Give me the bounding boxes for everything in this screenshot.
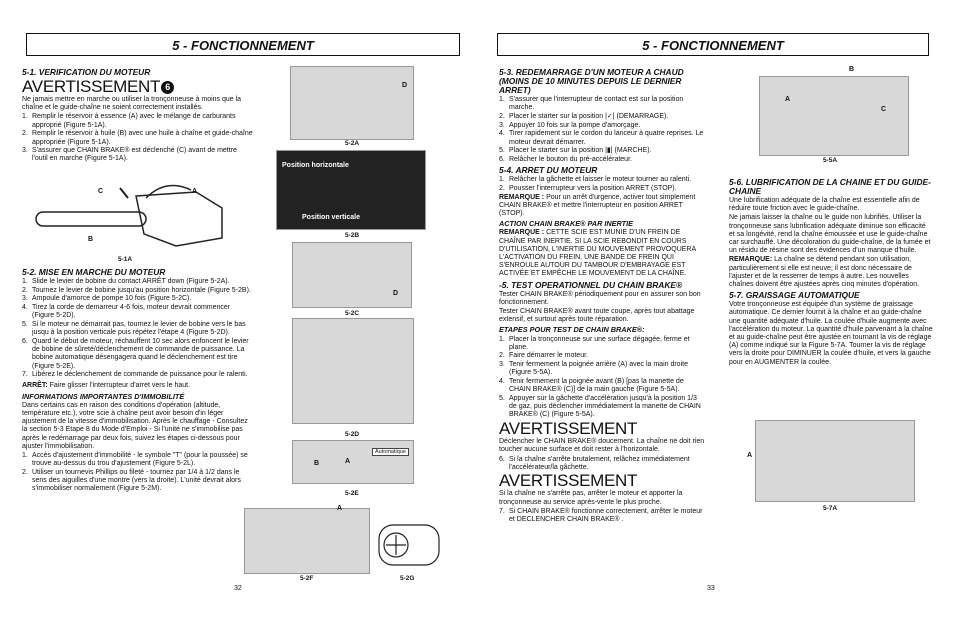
section-title-5-1: 5-1. VERIFICATION DU MOTEUR: [22, 67, 151, 77]
figure-5-7a: [755, 420, 915, 502]
section-title-5-2: 5-2. MISE EN MARCHE DU MOTEUR: [22, 267, 166, 277]
section-title-5-4: 5-4. ARRET DU MOTEUR: [499, 165, 598, 176]
item-number: 2.: [22, 468, 28, 476]
warning-steps: [499, 508, 705, 524]
item-number: 1.: [499, 96, 505, 103]
steps-list-5-1: [22, 113, 254, 163]
overlay-label-vertical: Position verticale: [302, 214, 360, 221]
figure-caption: 5-2A: [345, 140, 360, 147]
item-text: Appuyer 10 fois sur la pompe d'amorçage.: [509, 121, 641, 129]
steps-list-5-4: [499, 176, 705, 193]
item-number: 1.: [22, 113, 28, 121]
figure-caption: 5-5A: [823, 157, 838, 164]
figure-caption: 5-2C: [345, 310, 360, 317]
item-number: 7.: [22, 371, 28, 379]
item-number: 1.: [499, 176, 505, 184]
warning-heading: AVERTISSEMENT: [499, 471, 638, 491]
item-text: Pousser l'interrupteur vers la position ARRET (STOP).: [509, 184, 677, 192]
list-item: [499, 130, 705, 146]
item-text: Libérez le déclenchement de commande de puissance pour le ralenti.: [32, 371, 248, 379]
item-number: 1.: [499, 335, 505, 343]
item-text: Placer la tronçonneuse sur une surface dégagée, ferme et plane.: [509, 335, 690, 351]
callout-letter: B: [314, 460, 320, 467]
info-steps-list: [22, 452, 254, 494]
item-number: 3.: [22, 295, 28, 303]
left-text-column: [22, 66, 254, 164]
list-item: [499, 96, 705, 112]
item-number: 4.: [499, 378, 505, 386]
page-number: 33: [707, 585, 715, 592]
item-number: 2.: [22, 130, 28, 138]
remarque-5-6: [729, 256, 933, 289]
list-item: [499, 176, 705, 184]
warning-heading: [22, 78, 254, 95]
list-item: [499, 352, 705, 360]
item-number: 2.: [499, 352, 505, 360]
list-item: [22, 113, 254, 129]
item-text: Si le moteur ne démarrait pas, tournez le levier de bobine vers le bas jusqu à la position verticale puis répétez l'étape 4 (Figure 5-2D).: [32, 321, 246, 337]
item-number: 2.: [499, 184, 505, 192]
callout-letter: B: [849, 66, 855, 73]
arret-text: Faire glisser l'interrupteur d'arret vers le haut.: [47, 382, 191, 390]
callout-letter: C: [98, 188, 104, 195]
list-item: [22, 469, 254, 494]
figure-caption: 5-7A: [823, 505, 838, 512]
item-number: 5.: [499, 395, 505, 402]
list-item: [499, 361, 705, 377]
lubrification-p2: Ne jamais laisser la chaîne ou le guide non lubrifiés. Utiliser la tronçonneuse sans lubrification adéquate diminue son efficacité et sa longévité, rend la chaîne émoussée et use le guide-chaîne car surchauffé. Une décoloration du guide-chaîne, de la fumée et un résidu de résine sont des évidences d'un manque d'huile.: [729, 214, 931, 255]
item-text: Si la chaîne s'arrête brutalement, relâchez immédiatement l'accélérateur/la gâchette.: [509, 455, 690, 471]
callout-letter: A: [337, 505, 343, 512]
list-item: [22, 287, 254, 295]
test-p2: Tester CHAIN BRAKE® avant toute coupe, après tout abattage extensif, et surtout après toute réparation.: [499, 307, 695, 324]
list-item: [22, 338, 254, 371]
item-text: Tenir fermement la poignée avant (B) [pas la manette de CHAIN BRAKE® (C)] de la main gauche (Figure 5-5A).: [509, 378, 684, 394]
item-text: S'assurer que CHAIN BRAKE® est déclenché (C) avant de mettre l'outil en marche (Figure 5-1A).: [32, 147, 237, 163]
arret-label: ARRÊT:: [22, 382, 48, 390]
section-header: 5 - FONCTIONNEMENT: [26, 33, 460, 56]
item-number: 4.: [22, 304, 28, 312]
list-item: [22, 130, 254, 146]
figure-caption: 5-2F: [300, 575, 314, 582]
action-text: [499, 229, 705, 278]
section-title-5-3: 5-3. REDEMARRAGE D'UN MOTEUR A CHAUD (MOINS DE 10 MINUTES DEPUIS LE DERNIER ARRET): [499, 67, 684, 95]
graissage-text: Votre tronçonneuse est équipée d'un système de graissage automatique. Ce dernier fournit à la chaîne et au guide-chaîne une quantité adéquate d'huile. La coulée d'huile augmente avec l'accélération du moteur. La quantité d'huile parvenant à la chaîne et au guide-chaîne peut être ajustée en tournant la vis de réglage (A) comme indiqué sur la Figure 5-7A. Tourner la vis de réglage vers la droite pour DIMINUER la coulée d'huile, et vers la gauche pour en AUGMENTER la coulée.: [729, 301, 933, 366]
item-number: 3.: [499, 361, 505, 369]
callout-letter: A: [345, 458, 351, 465]
steps-list-5-2: [22, 278, 254, 379]
item-text: Si CHAIN BRAKE® fonctionne correctement, arrêter le moteur et DECLENCHER CHAIN BRAKE® .: [509, 507, 703, 524]
item-text: Tirez la corde de demarreur 4-6 fois, moteur devrait commencer (Figure 5-2D).: [32, 304, 231, 320]
item-number: 3.: [499, 121, 505, 129]
warning-number-badge: 6: [161, 81, 174, 94]
item-number: 6.: [499, 155, 505, 163]
list-item: [22, 147, 254, 163]
item-text: Ampoule d'amorce de pompe 10 fois (Figure 5-2C).: [32, 295, 192, 303]
item-text: Placer le starter sur la position |▮| (MARCHE).: [509, 147, 652, 155]
callout-letter: A: [785, 96, 791, 103]
list-item: [22, 304, 254, 320]
warning-steps: [499, 456, 705, 472]
item-text: Faire démarrer le moteur.: [509, 352, 588, 360]
warning-text: Si la chaîne ne s'arrête pas, arrêter le moteur et apporter la tronçonneuse au service après-vente le plus proche.: [499, 490, 683, 506]
list-item: [499, 113, 705, 121]
list-item: [22, 295, 254, 303]
list-item: [499, 378, 705, 394]
figure-5-5a: [759, 76, 909, 156]
remarque-label: REMARQUE :: [499, 193, 545, 201]
item-number: 6.: [499, 455, 505, 463]
item-number: 2.: [22, 286, 28, 294]
callout-letter: B: [88, 236, 94, 243]
callout-letter: A: [747, 452, 753, 459]
arret-note: [22, 382, 254, 390]
remarque-5-4: [499, 194, 705, 219]
item-number: 3.: [22, 147, 28, 155]
item-text: S'assurer que l'interrupteur de contact est sur la position marche.: [509, 96, 684, 112]
list-item: [499, 122, 705, 130]
action-body: CETTE SCIE EST MUNIE D'UN FREIN DE CHAÎNE PAR INERTIE. SI LA SCIE REBONDIT EN COURS D'UTILISATION, L'INERTIE DU MOUVEMENT PROVOQUERA L'ACTIVATION DU FREIN. UNE BANDE DE FREIN QUI S'ENROULE AUTOUR DU TAMBOUR D'EMBRAYAGE EST ACTIVÉE ET EMPÊCHE LE MOUVEMENT DE LA CHAÎNE.: [499, 229, 696, 278]
list-item: [499, 185, 705, 193]
item-number: 7.: [499, 507, 505, 515]
list-item: [499, 147, 705, 155]
figure-5-2g: [378, 524, 440, 566]
figure-5-2a: [290, 66, 414, 140]
info-title: INFORMATIONS IMPORTANTES D'IMMOBILITÉ: [22, 391, 185, 401]
list-item: [22, 371, 254, 379]
item-number: 5.: [499, 147, 505, 155]
item-number: 4.: [499, 130, 505, 138]
figure-5-2c: [292, 242, 412, 308]
figure-caption: 5-2G: [400, 575, 415, 582]
item-text: Appuyer sur la gâchette d'accélération jusqu'à la position 1/3 de gaz, puis déclencher immédiatement la manette de CHAIN BRAKE® (C) (Figure 5-5A).: [509, 395, 701, 419]
list-item: [499, 156, 705, 164]
callout-letter: A: [192, 188, 198, 195]
remarque-label: REMARQUE :: [499, 229, 545, 237]
item-number: 2.: [499, 112, 505, 120]
figure-caption: 5-1A: [118, 256, 133, 263]
right-text-column-2: [729, 176, 933, 368]
item-text: Tournez le levier de bobine jusqu'au position horizontale (Figure 5-2B).: [32, 286, 251, 294]
item-number: 6.: [22, 337, 28, 345]
auto-badge: Automatique: [372, 448, 409, 456]
section-title-5-7: 5-7. GRAISSAGE AUTOMATIQUE: [729, 290, 860, 301]
figure-5-2e: [292, 440, 414, 484]
etapes-title: ETAPES POUR TEST DE CHAIN BRAKE®:: [499, 325, 645, 335]
steps-list-5-3: [499, 96, 705, 164]
right-text-column-1: [499, 66, 705, 525]
item-number: 5.: [22, 321, 28, 329]
remarque-text: La chaîne se détend pendant son utilisation, particulièrement si elle est neuve; il est donc nécessaire de l'ajuster et de la resserrer de temps à autre. Les nouvelles chaînes doivent être ajustées après cinq minutes d'opération.: [729, 256, 920, 289]
info-text: Dans certains cas en raison des conditions d'opération (altitude, température etc.), votre scie à chaîne peut avoir besoin d'in léger ajustement de la vitesse d'immobilisation. Après le chauffage - Consultez la section 5-3 Etape 8 du Mode d'Emploi - Si l'unité ne s'immobilise pas après le redémarrage par deux fois, suivez les étapes ci-dessous pour ajuster l'immobilisation.: [22, 401, 248, 450]
adjustment-screw-icon: [378, 524, 440, 566]
list-item: [22, 321, 254, 337]
chainsaw-illustration: [26, 178, 236, 258]
list-item: [22, 278, 254, 286]
etapes-list: [499, 336, 705, 420]
remarque-text: Pour un arrêt d'urgence, activer tout simplement CHAIN BRAKE® et mettre l'interrupteur en position ARRET (STOP).: [499, 193, 696, 217]
item-text: Placer le starter sur la position |✓| (DEMARRAGE).: [509, 112, 669, 120]
figure-caption: 5-2D: [345, 431, 360, 438]
figure-5-2d: [292, 318, 414, 424]
list-item: [499, 395, 705, 420]
item-text: Quard le début de moteur, réchauffent 10 sec alors enfoncent le levier de bobine de sûreté/déclenchement de commande de puissance. La bobine automatique désengagera quand le déclenchement est tire (Figure 5-2E).: [32, 337, 249, 370]
section-title-5-6: 5-6. LUBRIFICATION DE LA CHAINE ET DU GUIDE-CHAINE: [729, 177, 931, 196]
intro-text: Ne jamais mettre en marche ou utiliser la tronçonneuse à moins que la chaîne et le guide-chaîne ne soient correctement installés.: [22, 96, 242, 112]
item-text: Tirer rapidement sur le cordon du lanceur à quatre reprises. Le moteur devrait démarrer.: [509, 130, 704, 146]
page-number: 32: [234, 585, 242, 592]
left-text-column-2: [22, 266, 254, 494]
warning-text: Déclencher le CHAIN BRAKE® doucement. La chaîne ne doit rien toucher aucune surface et doit rester à l'horizontale.: [499, 438, 705, 454]
right-page: [477, 0, 954, 618]
list-item: [499, 336, 705, 352]
item-text: Slide le levier de bobine du contact ARRÊT down (Figure 5-2A).: [32, 278, 230, 285]
list-item: [499, 456, 705, 472]
item-text: Accès d'ajustement d'immobilité - le symbole "T" (pour la poussée) se trouve au-dessus du trou d'ajustement (Figure 5-2L).: [32, 452, 248, 468]
figure-caption: 5-2B: [345, 232, 360, 239]
overlay-label-horizontal: Position horizontale: [282, 162, 349, 169]
callout-letter: D: [402, 82, 408, 89]
item-text: Remplir le réservoir à huile (B) avec une huile à chaîne et guide-chaîne appropriée (Figure 5-1A).: [32, 130, 253, 146]
figure-5-2f: [244, 508, 370, 574]
callout-letter: D: [393, 290, 399, 297]
list-item: [22, 452, 254, 468]
item-number: 1.: [22, 278, 28, 285]
item-text: Relâcher la gâchette et laisser le moteur tourner au ralenti.: [509, 176, 692, 184]
warning-word: AVERTISSEMENT: [22, 77, 161, 96]
lubrification-p1: Une lubrification adéquate de la chaîne est essentielle afin de réduire toute friction avec le guide-chaîne.: [729, 197, 920, 213]
action-title: ACTION CHAIN BRAKE® PAR INERTIE: [499, 219, 634, 229]
remarque-label: REMARQUE:: [729, 256, 773, 264]
item-text: Relâcher le bouton du pré-accélérateur.: [509, 155, 632, 163]
warning-heading: AVERTISSEMENT: [499, 419, 638, 439]
item-number: 1.: [22, 452, 28, 460]
list-item: [499, 508, 705, 524]
figure-caption: 5-2E: [345, 490, 359, 497]
item-text: Remplir le réservoir à essence (A) avec le mélange de carburants approprié (Figure 5-1A).: [32, 113, 236, 129]
callout-letter: C: [881, 106, 887, 113]
item-text: Utiliser un tournevis Phillips ou fileté - tournez par 1/4 à 1/2 dans le sens des aiguilles d'une montre (vers la droite). L'unité devrait alors s'immobiliser normalement (Figure 5-2M).: [32, 468, 241, 493]
section-title-5-5: -5. TEST OPERATIONNEL DU CHAIN BRAKE®: [499, 279, 683, 290]
item-text: Tenir fermement la poignée arrière (A) avec la main droite (Figure 5-5A).: [509, 361, 688, 377]
figure-5-1a: [26, 178, 236, 258]
section-header: 5 - FONCTIONNEMENT: [497, 33, 929, 56]
test-p1: Tester CHAIN BRAKE® périodiquement pour en assurer son bon fonctionnement.: [499, 290, 701, 306]
